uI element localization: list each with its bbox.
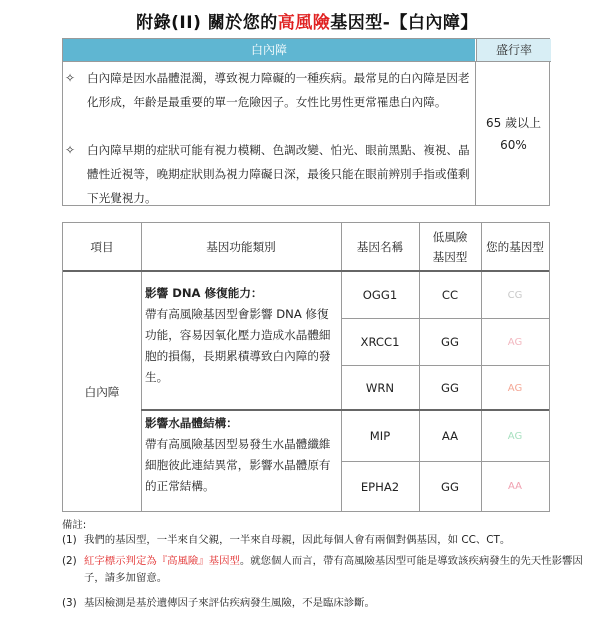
item-cataract: 白內障 [84, 384, 120, 399]
title-prefix: 附錄(II) 關於您的 [136, 13, 278, 33]
your-genotype-ogg1 [484, 277, 546, 313]
summary-description [63, 61, 475, 206]
note-2-rest-text: 。就您個人而言，帶有高風險基因型可能是導致該疾病發生的先天性影響因子，請多加留意。 [84, 555, 583, 584]
genotype-stamp: AG [507, 430, 523, 442]
header-function: 基因功能類別 [206, 239, 276, 254]
summary-table [62, 38, 550, 206]
summary-header-disease: 白內障 [63, 39, 475, 61]
genotype-stamp: CG [507, 289, 523, 301]
bullet-diamond-icon: ✧ [65, 143, 76, 157]
note-3-number: (3) [62, 597, 77, 609]
gene-name-mip: MIP [369, 429, 391, 443]
your-genotype-mip [484, 418, 546, 454]
note-2-text [84, 553, 594, 587]
low-risk-ogg1: CC [441, 287, 459, 302]
gene-name-epha2: EPHA2 [360, 479, 400, 494]
function-group-2-title: 影響水晶體結構： [145, 416, 238, 430]
genotype-stamp: AG [507, 336, 523, 348]
page-title [0, 8, 614, 33]
note-2-number: (2) [62, 555, 77, 567]
summary-bullet-2-text: 白內障早期的症狀可能有視力模糊、色調改變、怕光、眼前黑點、複視、晶體性近視等，晚期症狀則為視力障礙日深，最後只能在眼前辨別手指或僅剩下光覺視力。 [87, 143, 470, 205]
grid-line [141, 223, 142, 511]
title-suffix: 基因型-【白內障】 [330, 13, 478, 33]
header-item: 項目 [90, 239, 114, 254]
function-group-lens-structure [143, 413, 339, 497]
low-risk-wrn: GG [441, 380, 459, 395]
notes-title: 備註: [62, 519, 87, 531]
gene-table [62, 222, 550, 512]
your-genotype-epha2 [484, 468, 546, 504]
gene-name-xrcc1: XRCC1 [360, 335, 400, 349]
summary-bullet-1-text: 白內障是因水晶體混濁，導致視力障礙的一種疾病。最常見的白內障是因老化形成，年齡是最重要的單一危險因子。女性比男性更常罹患白內障。 [87, 71, 470, 109]
note-1-number: (1) [62, 534, 77, 546]
bullet-diamond-icon: ✧ [65, 71, 76, 85]
low-risk-mip: AA [441, 429, 459, 443]
genotype-stamp: AA [508, 480, 522, 492]
low-risk-epha2: GG [441, 479, 459, 494]
prevalence-age: 65 歲以上 [485, 116, 542, 130]
gene-name-ogg1: OGG1 [362, 287, 398, 302]
header-your-genotype: 您的基因型 [486, 239, 544, 254]
summary-header-prevalence: 盛行率 [476, 39, 551, 61]
summary-prevalence [475, 61, 551, 206]
your-genotype-xrcc1 [484, 324, 546, 360]
header-low-risk-line2: 基因型 [432, 249, 468, 264]
grid-line [481, 223, 482, 511]
low-risk-xrcc1: GG [441, 335, 459, 349]
note-3-text: 基因檢測是基於遺傳因子來評估疾病發生風險，不是臨床診斷。 [84, 597, 375, 609]
gene-name-wrn: WRN [365, 380, 395, 395]
function-group-2-desc: 帶有高風險基因型易發生水晶體纖維細胞彼此連結異常，影響水晶體原有的正常結構。 [145, 437, 331, 493]
prevalence-rate: 60% [500, 138, 527, 152]
note-2-red-text: 紅字標示判定為『高風險』基因型 [84, 555, 240, 567]
your-genotype-wrn [484, 370, 546, 406]
genotype-stamp: AG [507, 382, 523, 394]
function-group-dna-repair [143, 283, 339, 388]
function-group-1-title: 影響 DNA 修復能力： [145, 286, 263, 300]
function-group-1-desc: 帶有高風險基因型會影響 DNA 修復功能，容易因氧化壓力造成水晶體細胞的損傷，長期累積導致白內障的發生。 [145, 307, 331, 384]
header-low-risk-line1: 低風險 [432, 229, 468, 244]
header-gene-name: 基因名稱 [356, 239, 404, 254]
note-1-text: 我們的基因型，一半來自父親，一半來自母親，因此每個人會有兩個對偶基因，如 CC、CT。 [84, 534, 511, 546]
header-low-risk [419, 223, 481, 270]
title-highlight: 高風險 [277, 13, 331, 33]
